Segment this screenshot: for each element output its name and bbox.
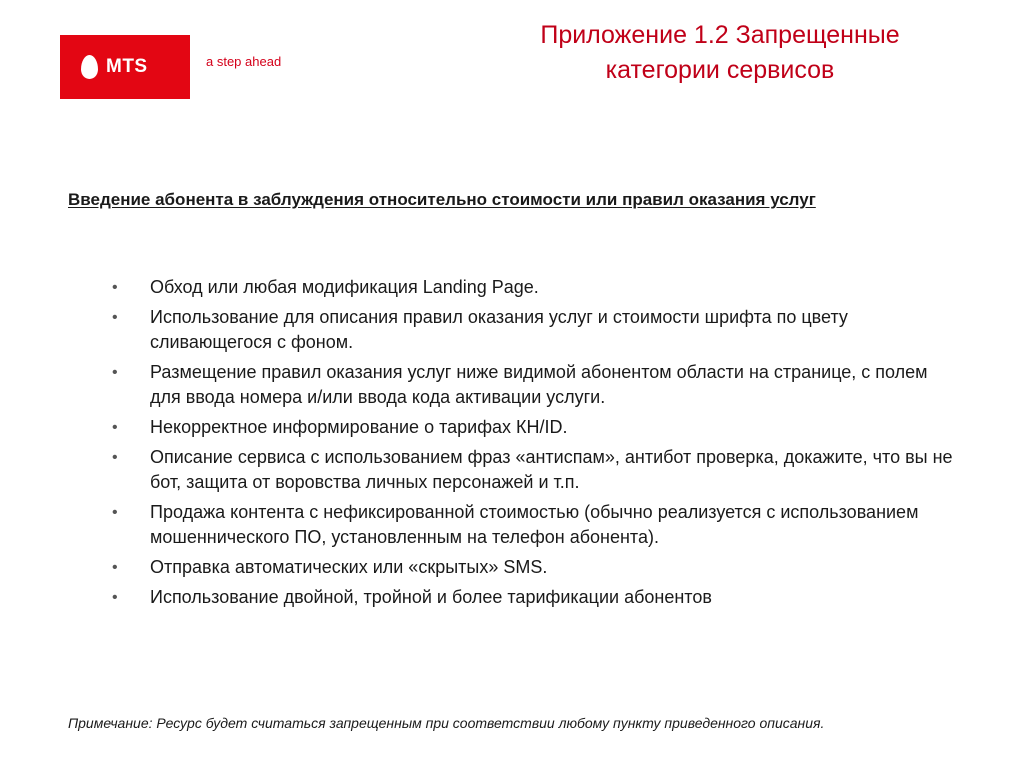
list-item bbox=[112, 305, 962, 355]
footnote: Примечание: Ресурс будет считаться запрещенным при соответствии любому пункту приведенного описания. bbox=[68, 715, 825, 731]
list-item-text: Описание сервиса с использованием фраз «антиспам», антибот проверка, докажите, что вы не бот, защита от воровства личных персонажей и т.п. bbox=[150, 447, 953, 492]
mts-egg-icon bbox=[81, 55, 98, 79]
section-heading: Введение абонента в заблуждения относительно стоимости или правил оказания услуг bbox=[68, 190, 816, 209]
logo-slogan: a step ahead bbox=[206, 54, 282, 69]
mts-logo bbox=[60, 35, 190, 99]
list-item bbox=[112, 275, 962, 300]
list-item bbox=[112, 445, 962, 495]
prohibited-items-list bbox=[112, 275, 962, 615]
bullet-icon: • bbox=[112, 419, 118, 436]
bullet-icon: • bbox=[112, 279, 118, 296]
list-item-text: Продажа контента с нефиксированной стоимостью (обычно реализуется с использованием мошеннического ПО, установленным на телефон абонента). bbox=[150, 502, 919, 547]
bullet-icon: • bbox=[112, 589, 118, 606]
bullet-icon: • bbox=[112, 364, 118, 381]
bullet-icon: • bbox=[112, 449, 118, 466]
logo-brand-text: MTS bbox=[106, 56, 148, 77]
list-item bbox=[112, 360, 962, 410]
list-item-text: Некорректное информирование о тарифах КН/ID. bbox=[150, 417, 568, 437]
list-item bbox=[112, 585, 962, 610]
list-item-text: Отправка автоматических или «скрытых» SMS. bbox=[150, 557, 548, 577]
page-title bbox=[470, 18, 970, 88]
list-item bbox=[112, 415, 962, 440]
bullet-icon: • bbox=[112, 559, 118, 576]
list-item bbox=[112, 500, 962, 550]
page-title-line-2: категории сервисов bbox=[605, 56, 835, 84]
bullet-icon: • bbox=[112, 309, 118, 326]
page-title-line-1: Приложение 1.2 Запрещенные bbox=[540, 21, 900, 49]
list-item bbox=[112, 555, 962, 580]
list-item-text: Размещение правил оказания услуг ниже видимой абонентом области на странице, с полем для ввода номера и/или ввода кода активации услуги. bbox=[150, 362, 928, 407]
list-item-text: Использование для описания правил оказания услуг и стоимости шрифта по цвету сливающегося с фоном. bbox=[150, 307, 848, 352]
list-item-text: Обход или любая модификация Landing Page. bbox=[150, 277, 539, 297]
bullet-icon: • bbox=[112, 504, 118, 521]
list-item-text: Использование двойной, тройной и более тарификации абонентов bbox=[150, 587, 712, 607]
